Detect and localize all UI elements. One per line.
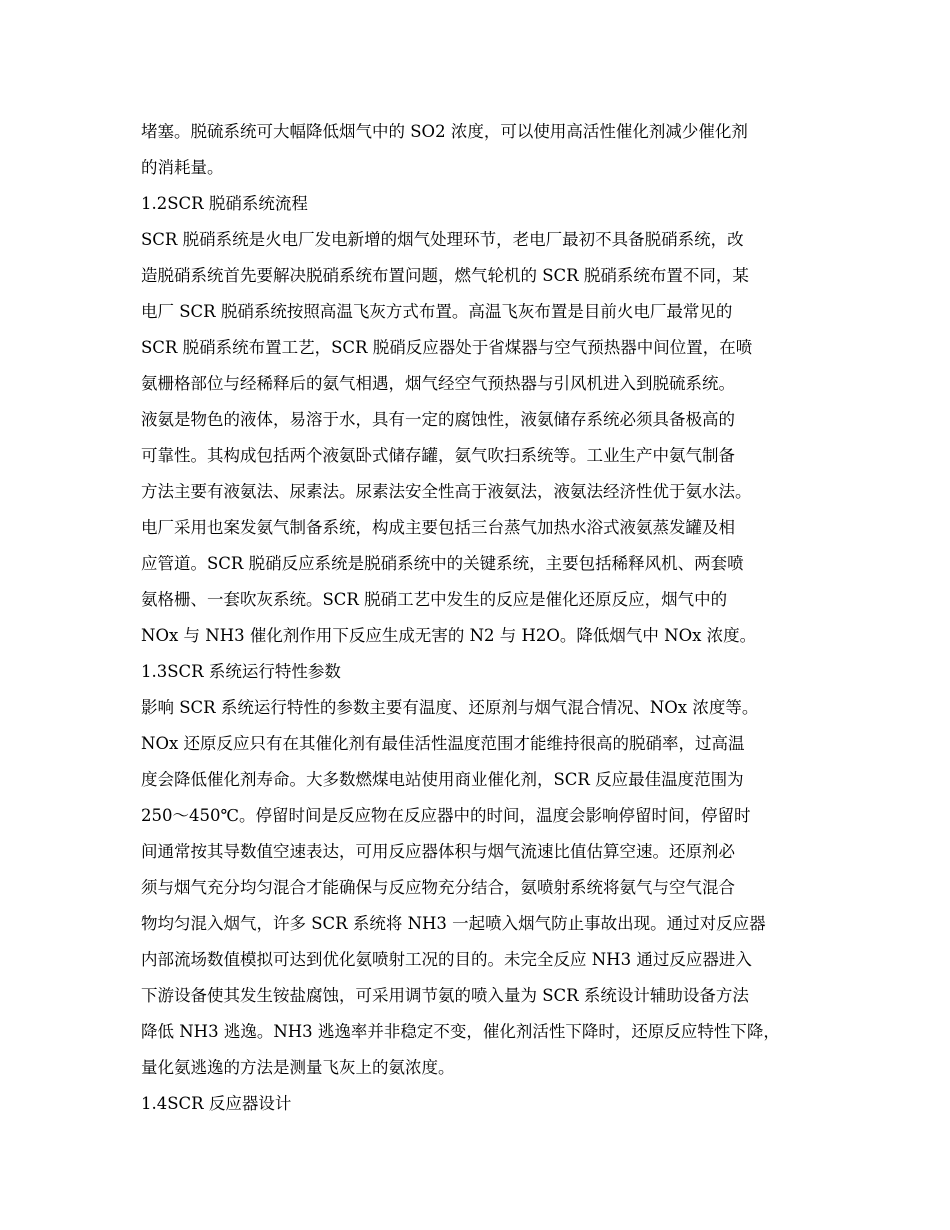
- text-line: 液氨是物色的液体，易溶于水，具有一定的腐蚀性，液氨储存系统必须具备极高的: [141, 410, 735, 429]
- text-line: 堵塞。脱硫系统可大幅降低烟气中的 SO2 浓度，可以使用高活性催化剂减少催化剂: [141, 122, 748, 141]
- section-heading: 1.4SCR 反应器设计: [141, 1094, 292, 1113]
- text-line: 250～450℃。停留时间是反应物在反应器中的时间，温度会影响停留时间，停留时: [141, 806, 751, 825]
- text-line: NOx 与 NH3 催化剂作用下反应生成无害的 N2 与 H2O。降低烟气中 NOx 浓度。: [141, 626, 757, 645]
- text-line: 量化氨逃逸的方法是测量飞灰上的氨浓度。: [141, 1058, 455, 1077]
- text-line: 氨栅格部位与经稀释后的氨气相遇，烟气经空气预热器与引风机进入到脱硫系统。: [141, 374, 735, 393]
- text-line: 须与烟气充分均匀混合才能确保与反应物充分结合，氨喷射系统将氨气与空气混合: [141, 878, 735, 897]
- text-line: 方法主要有液氨法、尿素法。尿素法安全性高于液氨法，液氨法经济性优于氨水法。: [141, 482, 752, 501]
- text-line: 间通常按其导数值空速表达，可用反应器体积与烟气流速比值估算空速。还原剂必: [141, 842, 735, 861]
- section-heading: 1.2SCR 脱硝系统流程: [141, 194, 308, 213]
- text-line: NOx 还原反应只有在其催化剂有最佳活性温度范围才能维持很高的脱硝率，过高温: [141, 734, 745, 753]
- text-line: 内部流场数值模拟可达到优化氨喷射工况的目的。未完全反应 NH3 通过反应器进入: [141, 950, 752, 969]
- text-line: 的消耗量。: [141, 158, 224, 177]
- text-line: 物均匀混入烟气，许多 SCR 系统将 NH3 一起喷入烟气防止事故出现。通过对反应器: [141, 914, 766, 933]
- text-line: 应管道。SCR 脱硝反应系统是脱硝系统中的关键系统，主要包括稀释风机、两套喷: [141, 554, 744, 573]
- text-line: 下游设备使其发生铵盐腐蚀，可采用调节氨的喷入量为 SCR 系统设计辅助设备方法: [141, 986, 749, 1005]
- text-line: 氨格栅、一套吹灰系统。SCR 脱硝工艺中发生的反应是催化还原反应，烟气中的: [141, 590, 728, 609]
- text-line: 度会降低催化剂寿命。大多数燃煤电站使用商业催化剂，SCR 反应最佳温度范围为: [141, 770, 744, 789]
- text-line: 电厂 SCR 脱硝系统按照高温飞灰方式布置。高温飞灰布置是目前火电厂最常见的: [141, 302, 733, 321]
- text-line: SCR 脱硝系统是火电厂发电新增的烟气处理环节，老电厂最初不具备脱硝系统，改: [141, 230, 744, 249]
- body-text: [141, 114, 841, 1122]
- text-line: 造脱硝系统首先要解决脱硝系统布置问题，燃气轮机的 SCR 脱硝系统布置不同，某: [141, 266, 749, 285]
- text-line: 电厂采用也案发氨气制备系统，构成主要包括三台蒸气加热水浴式液氨蒸发罐及相: [141, 518, 735, 537]
- text-line: 可靠性。其构成包括两个液氨卧式储存罐，氨气吹扫系统等。工业生产中氨气制备: [141, 446, 735, 465]
- text-line: SCR 脱硝系统布置工艺，SCR 脱硝反应器处于省煤器与空气预热器中间位置，在喷: [141, 338, 753, 357]
- text-line: 降低 NH3 逃逸。NH3 逃逸率并非稳定不变，催化剂活性下降时，还原反应特性下降，: [141, 1022, 780, 1041]
- text-line: 影响 SCR 系统运行特性的参数主要有温度、还原剂与烟气混合情况、NOx 浓度等。: [141, 698, 759, 717]
- section-heading: 1.3SCR 系统运行特性参数: [141, 662, 341, 681]
